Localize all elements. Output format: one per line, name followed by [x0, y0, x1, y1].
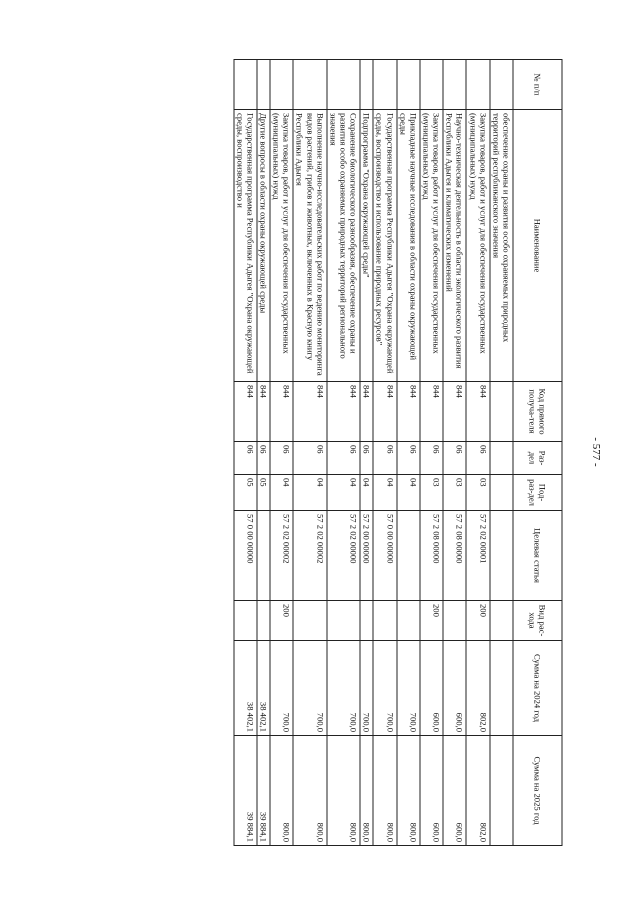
cell-razdel: 06 — [270, 442, 293, 475]
cell-razdel: 06 — [360, 442, 373, 475]
cell-num — [443, 60, 466, 110]
cell-name: Научно-техническая деятельность в области экологического развития Республики Адыгея и климатических изменений — [443, 110, 466, 382]
cell-vid — [293, 601, 326, 641]
table-row — [443, 60, 466, 846]
cell-sum2024 — [490, 641, 513, 736]
cell-sum2024: 700,0 — [327, 641, 360, 736]
cell-name: Закупка товаров, работ и услуг для обеспечения государственных (муниципальных) нужд — [466, 110, 489, 382]
cell-vid — [360, 601, 373, 641]
cell-razdel: 06 — [373, 442, 396, 475]
cell-sum2024: 600,0 — [443, 641, 466, 736]
cell-code: 844 — [373, 382, 396, 442]
cell-vid — [490, 601, 513, 641]
cell-num — [466, 60, 489, 110]
cell-razdel: 06 — [443, 442, 466, 475]
cell-name: Сохранение биологического разнообразия, обеспечение охраны и развития особо охраняемых природных территорий регионального значения — [327, 110, 360, 382]
header-name: Наименование — [513, 110, 562, 382]
cell-code: 844 — [234, 382, 257, 442]
cell-razdel: 06 — [234, 442, 257, 475]
budget-table — [233, 59, 562, 846]
header-num: № п/п — [513, 60, 562, 110]
cell-article: 57 2 02 00000 — [327, 511, 360, 601]
cell-podrazdel: 04 — [397, 475, 420, 511]
cell-num — [373, 60, 396, 110]
cell-sum2025: 800,0 — [327, 736, 360, 846]
cell-razdel — [490, 442, 513, 475]
cell-article: 57 2 08 00000 — [443, 511, 466, 601]
cell-vid: 200 — [420, 601, 443, 641]
cell-podrazdel: 04 — [327, 475, 360, 511]
cell-podrazdel: 04 — [270, 475, 293, 511]
cell-sum2025: 800,0 — [293, 736, 326, 846]
cell-vid — [234, 601, 257, 641]
cell-sum2025: 600,0 — [443, 736, 466, 846]
cell-article: 57 2 08 00000 — [420, 511, 443, 601]
cell-podrazdel: 04 — [360, 475, 373, 511]
cell-name: Другие вопросы в области охраны окружающей среды — [257, 110, 270, 382]
cell-sum2024: 700,0 — [293, 641, 326, 736]
cell-code: 844 — [466, 382, 489, 442]
cell-razdel: 06 — [293, 442, 326, 475]
cell-podrazdel: 04 — [293, 475, 326, 511]
cell-num — [420, 60, 443, 110]
cell-article: 57 2 02 00002 — [293, 511, 326, 601]
cell-num — [360, 60, 373, 110]
cell-num — [490, 60, 513, 110]
cell-podrazdel — [490, 475, 513, 511]
table-row — [293, 60, 326, 846]
cell-podrazdel: 03 — [466, 475, 489, 511]
table-row — [373, 60, 396, 846]
cell-code: 844 — [360, 382, 373, 442]
cell-code: 844 — [270, 382, 293, 442]
cell-sum2024: 700,0 — [270, 641, 293, 736]
header-code: Код прямого получа-теля — [513, 382, 562, 442]
header-podrazdel: Под-раз-дел — [513, 475, 562, 511]
cell-sum2024: 700,0 — [360, 641, 373, 736]
cell-sum2024: 38 402,1 — [234, 641, 257, 736]
cell-sum2025: 39 884,1 — [257, 736, 270, 846]
cell-vid — [373, 601, 396, 641]
cell-podrazdel: 05 — [257, 475, 270, 511]
header-article: Целевая статья — [513, 511, 562, 601]
cell-num — [234, 60, 257, 110]
cell-sum2024: 38 402,1 — [257, 641, 270, 736]
cell-sum2025: 600,0 — [420, 736, 443, 846]
cell-sum2025: 39 884,1 — [234, 736, 257, 846]
cell-razdel: 06 — [327, 442, 360, 475]
cell-name: обеспечение охраны и развития особо охраняемых природных территорий республиканского значения — [490, 110, 513, 382]
table-row — [234, 60, 257, 846]
cell-num — [397, 60, 420, 110]
cell-article: 57 0 00 00000 — [373, 511, 396, 601]
cell-code: 844 — [420, 382, 443, 442]
cell-name: Государственная программа Республики Адыгея "Охрана окружающей среды, воспроизводство и использование природных ресурсов" — [373, 110, 396, 382]
cell-razdel: 06 — [466, 442, 489, 475]
cell-podrazdel: 05 — [234, 475, 257, 511]
cell-sum2025 — [490, 736, 513, 846]
cell-sum2025: 800,0 — [373, 736, 396, 846]
header-row — [513, 60, 562, 846]
header-sum2025: Сумма на 2025 год — [513, 736, 562, 846]
cell-code: 844 — [327, 382, 360, 442]
cell-podrazdel: 03 — [420, 475, 443, 511]
cell-vid — [257, 601, 270, 641]
cell-code: 844 — [443, 382, 466, 442]
cell-vid — [397, 601, 420, 641]
cell-num — [270, 60, 293, 110]
table-row — [466, 60, 489, 846]
cell-article: 57 2 02 00002 — [270, 511, 293, 601]
cell-vid — [327, 601, 360, 641]
cell-podrazdel: 04 — [373, 475, 396, 511]
cell-razdel: 06 — [420, 442, 443, 475]
cell-razdel: 06 — [257, 442, 270, 475]
header-sum2024: Сумма на 2024 год — [513, 641, 562, 736]
cell-sum2025: 800,0 — [360, 736, 373, 846]
table-row — [257, 60, 270, 846]
cell-article — [490, 511, 513, 601]
page-number: - 577 - — [590, 437, 602, 467]
budget-table-sheet — [78, 59, 563, 845]
cell-article — [397, 511, 420, 601]
cell-name: Подпрограмма "Охрана окружающей среды" — [360, 110, 373, 382]
cell-code — [490, 382, 513, 442]
table-row — [397, 60, 420, 846]
cell-name: Выполнение научно-исследовательских работ по ведению мониторинга видов растений, грибов и животных, включенных в Красную книгу Республики Адыгея — [293, 110, 326, 382]
cell-code: 844 — [397, 382, 420, 442]
table-row — [420, 60, 443, 846]
cell-vid — [443, 601, 466, 641]
cell-name: Закупка товаров, работ и услуг для обеспечения государственных (муниципальных) нужд — [270, 110, 293, 382]
cell-article: 57 2 02 00001 — [466, 511, 489, 601]
cell-num — [327, 60, 360, 110]
header-vid: Вид рас-хода — [513, 601, 562, 641]
cell-sum2024: 700,0 — [373, 641, 396, 736]
cell-code: 844 — [257, 382, 270, 442]
cell-sum2024: 600,0 — [420, 641, 443, 736]
cell-num — [257, 60, 270, 110]
cell-sum2025: 802,0 — [466, 736, 489, 846]
cell-podrazdel: 03 — [443, 475, 466, 511]
table-row — [490, 60, 513, 846]
cell-article: 57 0 00 00000 — [234, 511, 257, 601]
cell-name: Прикладные научные исследования в области охраны окружающей среды — [397, 110, 420, 382]
cell-vid: 200 — [466, 601, 489, 641]
header-razdel: Раз-дел — [513, 442, 562, 475]
table-row — [270, 60, 293, 846]
table-row — [327, 60, 360, 846]
cell-vid: 200 — [270, 601, 293, 641]
cell-article — [257, 511, 270, 601]
cell-code: 844 — [293, 382, 326, 442]
cell-name: Закупка товаров, работ и услуг для обеспечения государственных (муниципальных) нужд — [420, 110, 443, 382]
cell-sum2025: 800,0 — [397, 736, 420, 846]
cell-sum2025: 800,0 — [270, 736, 293, 846]
cell-article: 57 2 00 00000 — [360, 511, 373, 601]
cell-sum2024: 700,0 — [397, 641, 420, 736]
cell-razdel: 06 — [397, 442, 420, 475]
cell-num — [293, 60, 326, 110]
cell-name: Государственная программа Республики Адыгея "Охрана окружающей среды, воспроизводство и — [234, 110, 257, 382]
cell-sum2024: 802,0 — [466, 641, 489, 736]
table-row — [360, 60, 373, 846]
